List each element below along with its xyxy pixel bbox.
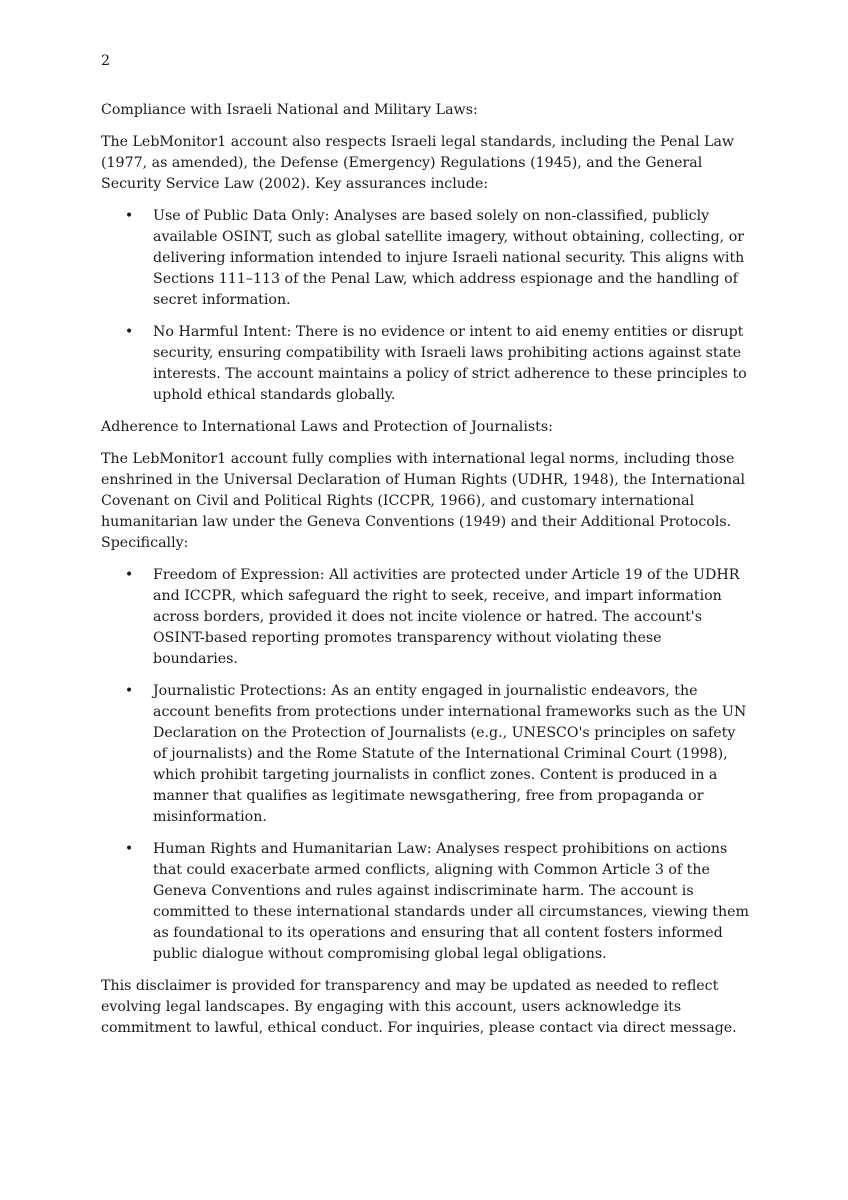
list-item bbox=[101, 206, 749, 311]
bullet-icon: • bbox=[124, 683, 134, 699]
bullet-icon: • bbox=[124, 841, 134, 857]
list-item-text: Freedom of Expression: All activities are protected under Article 19 of the UDHR and ICCPR, which safeguard the right to seek, receive, and impart information across borders, provided it does not incite violence or hatred. The account's OSINT-based reporting promotes transparency without violating these boundaries. bbox=[153, 567, 740, 667]
list-item bbox=[101, 681, 749, 828]
list-item-text: Human Rights and Humanitarian Law: Analyses respect prohibitions on actions that could exacerbate armed conflicts, aligning with Common Article 3 of the Geneva Conventions and rules against indiscriminate harm. The account is committed to these international standards under all circumstances, viewing them as foundational to its operations and ensuring that all content fosters informed public dialogue without compromising global legal obligations. bbox=[153, 841, 749, 962]
list-item-text: Use of Public Data Only: Analyses are based solely on non-classified, publicly available OSINT, such as global satellite imagery, without obtaining, collecting, or delivering information intended to injure Israeli national security. This aligns with Sections 111–113 of the Penal Law, which address espionage and the handling of secret information. bbox=[153, 208, 745, 308]
page-number: 2 bbox=[101, 53, 111, 69]
closing-paragraph: This disclaimer is provided for transparency and may be updated as needed to reflect evolving legal landscapes. By engaging with this account, users acknowledge its commitment to lawful, ethical conduct. For inquiries, please contact via direct message. bbox=[101, 978, 737, 1036]
bullet-list-israeli-law bbox=[101, 206, 749, 406]
paragraph-international-law-intro: The LebMonitor1 account fully complies with international legal norms, including those enshrined in the Universal Declaration of Human Rights (UDHR, 1948), the International Covenant on Civil and Political Rights (ICCPR, 1966), and customary international humanitarian law under the Geneva Conventions (1949) and their Additional Protocols. Specifically: bbox=[101, 451, 746, 551]
list-item bbox=[101, 565, 749, 670]
bullet-list-international-law bbox=[101, 565, 749, 965]
section-heading-israeli-law: Compliance with Israeli National and Military Laws: bbox=[101, 102, 478, 118]
bullet-icon: • bbox=[124, 208, 134, 224]
list-item bbox=[101, 322, 749, 406]
paragraph-israeli-law-intro: The LebMonitor1 account also respects Israeli legal standards, including the Penal Law (1977, as amended), the Defense (Emergency) Regulations (1945), and the General Security Service Law (2002). Key assurances include: bbox=[101, 134, 735, 192]
section-heading-international-law: Adherence to International Laws and Protection of Journalists: bbox=[101, 419, 553, 435]
list-item bbox=[101, 839, 749, 965]
list-item-text: Journalistic Protections: As an entity engaged in journalistic endeavors, the account benefits from protections under international frameworks such as the UN Declaration on the Protection of Journalists (e.g., UNESCO's principles on safety of journalists) and the Rome Statute of the International Criminal Court (1998), which prohibit targeting journalists in conflict zones. Content is produced in a manner that qualifies as legitimate newsgathering, free from propaganda or misinformation. bbox=[153, 683, 747, 825]
bullet-icon: • bbox=[124, 567, 134, 583]
list-item-text: No Harmful Intent: There is no evidence or intent to aid enemy entities or disrupt security, ensuring compatibility with Israeli laws prohibiting actions against state interests. The account maintains a policy of strict adherence to these principles to uphold ethical standards globally. bbox=[153, 324, 747, 403]
document-body bbox=[101, 100, 749, 1050]
bullet-icon: • bbox=[124, 324, 134, 340]
